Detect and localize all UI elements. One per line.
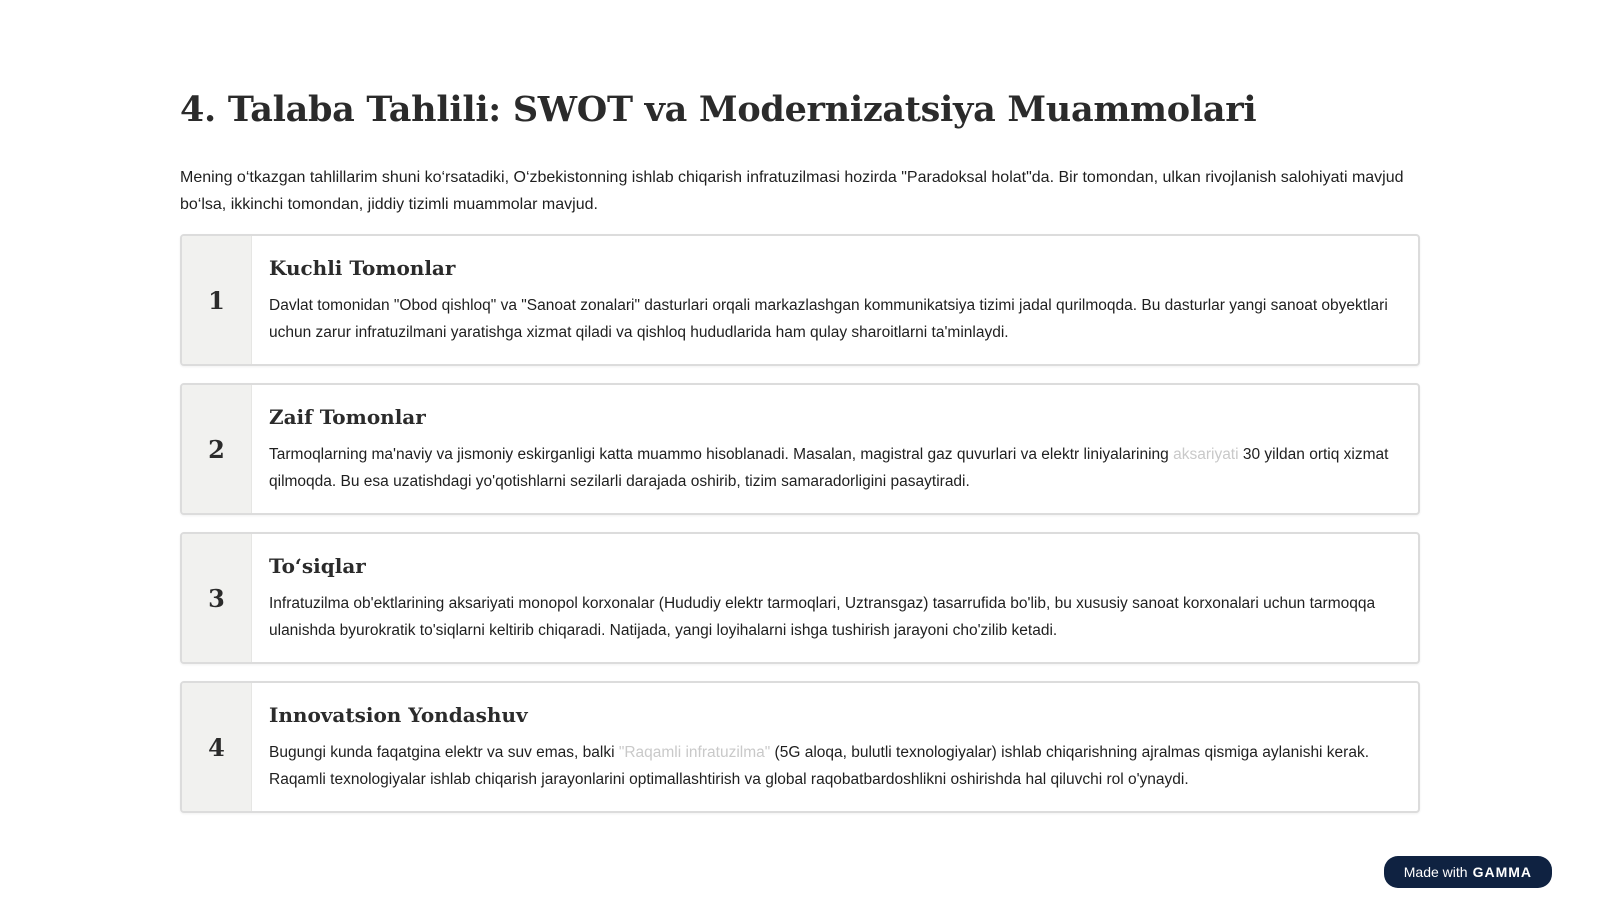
gamma-logo: GAMMA xyxy=(1472,864,1532,880)
swot-card-strengths xyxy=(180,234,1420,366)
page-title: 4. Talaba Tahlili: SWOT va Modernizatsiya Muammolari xyxy=(180,89,1257,130)
card-title: Kuchli Tomonlar xyxy=(269,256,456,280)
card-text: Davlat tomonidan "Obod qishloq" va "Sanoat zonalari" dasturlari orqali markazlashgan kommunikatsiya tizimi jadal qurilmoqda. Bu dasturlar yangi sanoat obyektlari uchun zarur infratuzilmani yaratishga xizmat qiladi va qishloq hududlarida ham qulay sharoitlarni ta'minlaydi. xyxy=(269,297,1388,341)
made-with-gamma-button[interactable] xyxy=(1384,856,1552,888)
intro-paragraph: Mening o‘tkazgan tahlillarim shuni ko‘rsatadiki, O‘zbekistonning ishlab chiqarish infratuzilmasi hozirda "Paradoksal holat"da. Bir tomondan, ulkan rivojlanish salohiyati mavjud bo‘lsa, ikkinchi tomondan, jiddiy tizimli muammolar mavjud. xyxy=(180,169,1404,213)
card-body xyxy=(252,385,1418,513)
card-text-end: 30 yildan ortiq xizmat qilmoqda. Bu esa uzatishdagi yo'qotishlarni sezilarli darajada oshirib, tizim samaradorligini pasaytiradi. xyxy=(269,446,1389,490)
card-text-faded: "Raqamli infratuzilma" xyxy=(618,744,771,761)
card-number: 3 xyxy=(182,534,252,662)
card-title: Zaif Tomonlar xyxy=(269,405,426,429)
card-text-end: (5G aloqa, bulutli texnologiyalar) ishlab chiqarishning ajralmas qismiga aylanishi kerak. Raqamli texnologiyalar ishlab chiqarish jarayonlarini optimallashtirish va global raqobatbardoshlikni oshirishda hal qiluvchi rol o'ynaydi. xyxy=(269,744,1370,788)
card-text-faded: aksariyati xyxy=(1173,446,1239,463)
card-title: Innovatsion Yondashuv xyxy=(269,703,528,727)
card-text xyxy=(269,441,1400,495)
card-number: 2 xyxy=(182,385,252,513)
card-text xyxy=(269,739,1400,793)
card-text-start: Tarmoqlarning ma'naviy va jismoniy eskirganligi katta muammo hisoblanadi. Masalan, magistral gaz quvurlari va elektr liniyalarining xyxy=(269,446,1174,463)
swot-card-innovation xyxy=(180,681,1420,813)
swot-card-list xyxy=(180,234,1420,813)
card-number: 1 xyxy=(182,236,252,364)
badge-prefix: Made with xyxy=(1403,864,1468,880)
slide xyxy=(180,86,1420,830)
swot-card-weaknesses xyxy=(180,383,1420,515)
card-body xyxy=(252,683,1418,811)
card-body xyxy=(252,534,1418,662)
swot-card-barriers xyxy=(180,532,1420,664)
card-number: 4 xyxy=(182,683,252,811)
card-text-start: Bugungi kunda faqatgina elektr va suv emas, balki xyxy=(269,744,619,761)
card-title: To‘siqlar xyxy=(269,554,366,578)
card-text: Infratuzilma ob'ektlarining aksariyati monopol korxonalar (Hududiy elektr tarmoqlari, Uztransgaz) tasarrufida bo'lib, bu xususiy sanoat korxonalari uchun tarmoqqa ulanishda byurokratik to'siqlarni keltirib chiqaradi. Natijada, yangi loyihalarni ishga tushirish jarayoni cho'zilib ketadi. xyxy=(269,595,1376,639)
card-body xyxy=(252,236,1418,364)
